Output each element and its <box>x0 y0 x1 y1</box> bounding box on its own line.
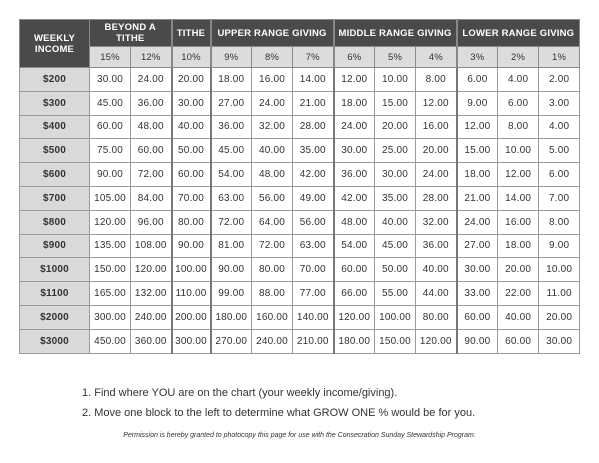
giving-amount-cell: 90.00 <box>211 258 252 282</box>
giving-amount-cell: 105.00 <box>90 186 131 210</box>
giving-amount-cell: 30.00 <box>334 139 375 163</box>
giving-amount-cell: 80.00 <box>416 305 457 329</box>
giving-amount-cell: 60.00 <box>498 329 539 353</box>
table-row <box>20 139 580 163</box>
giving-amount-cell: 8.00 <box>416 68 457 92</box>
giving-amount-cell: 21.00 <box>293 91 334 115</box>
giving-amount-cell: 40.00 <box>375 210 416 234</box>
giving-amount-cell: 30.00 <box>457 258 498 282</box>
giving-amount-cell: 16.00 <box>252 68 293 92</box>
group-header: UPPER RANGE GIVING <box>211 20 334 47</box>
giving-amount-cell: 42.00 <box>334 186 375 210</box>
weekly-income-cell: $500 <box>20 139 90 163</box>
giving-amount-cell: 48.00 <box>252 163 293 187</box>
giving-amount-cell: 14.00 <box>498 186 539 210</box>
percentage-header: 5% <box>375 47 416 68</box>
giving-amount-cell: 48.00 <box>131 115 172 139</box>
giving-amount-cell: 72.00 <box>252 234 293 258</box>
table-row <box>20 163 580 187</box>
giving-amount-cell: 55.00 <box>375 282 416 306</box>
group-header: BEYOND A TITHE <box>90 20 172 47</box>
weekly-income-cell: $200 <box>20 68 90 92</box>
giving-amount-cell: 30.00 <box>375 163 416 187</box>
table-row <box>20 258 580 282</box>
giving-amount-cell: 140.00 <box>293 305 334 329</box>
giving-amount-cell: 70.00 <box>172 186 211 210</box>
giving-amount-cell: 300.00 <box>90 305 131 329</box>
giving-amount-cell: 11.00 <box>539 282 580 306</box>
giving-amount-cell: 36.00 <box>211 115 252 139</box>
weekly-income-cell: $1000 <box>20 258 90 282</box>
giving-amount-cell: 7.00 <box>539 186 580 210</box>
giving-amount-cell: 6.00 <box>457 68 498 92</box>
weekly-income-cell: $600 <box>20 163 90 187</box>
giving-amount-cell: 28.00 <box>293 115 334 139</box>
weekly-income-cell: $800 <box>20 210 90 234</box>
giving-amount-cell: 40.00 <box>498 305 539 329</box>
giving-amount-cell: 22.00 <box>498 282 539 306</box>
giving-amount-cell: 270.00 <box>211 329 252 353</box>
giving-amount-cell: 56.00 <box>252 186 293 210</box>
giving-amount-cell: 20.00 <box>375 115 416 139</box>
giving-amount-cell: 24.00 <box>131 68 172 92</box>
giving-amount-cell: 50.00 <box>375 258 416 282</box>
giving-amount-cell: 42.00 <box>293 163 334 187</box>
giving-amount-cell: 28.00 <box>416 186 457 210</box>
giving-amount-cell: 90.00 <box>90 163 131 187</box>
giving-amount-cell: 18.00 <box>498 234 539 258</box>
giving-amount-cell: 21.00 <box>457 186 498 210</box>
giving-amount-cell: 44.00 <box>416 282 457 306</box>
table-row <box>20 68 580 92</box>
giving-amount-cell: 240.00 <box>252 329 293 353</box>
giving-amount-cell: 25.00 <box>375 139 416 163</box>
giving-amount-cell: 36.00 <box>131 91 172 115</box>
weekly-income-cell: $300 <box>20 91 90 115</box>
giving-amount-cell: 84.00 <box>131 186 172 210</box>
giving-amount-cell: 8.00 <box>498 115 539 139</box>
group-header: LOWER RANGE GIVING <box>457 20 580 47</box>
giving-amount-cell: 60.00 <box>90 115 131 139</box>
giving-amount-cell: 360.00 <box>131 329 172 353</box>
giving-amount-cell: 88.00 <box>252 282 293 306</box>
giving-amount-cell: 16.00 <box>498 210 539 234</box>
giving-amount-cell: 110.00 <box>172 282 211 306</box>
giving-amount-cell: 10.00 <box>539 258 580 282</box>
giving-amount-cell: 14.00 <box>293 68 334 92</box>
percentage-header: 12% <box>131 47 172 68</box>
giving-amount-cell: 35.00 <box>293 139 334 163</box>
giving-amount-cell: 15.00 <box>457 139 498 163</box>
giving-amount-cell: 24.00 <box>334 115 375 139</box>
giving-amount-cell: 24.00 <box>252 91 293 115</box>
giving-amount-cell: 50.00 <box>172 139 211 163</box>
percentage-header: 2% <box>498 47 539 68</box>
giving-amount-cell: 77.00 <box>293 282 334 306</box>
giving-amount-cell: 40.00 <box>252 139 293 163</box>
giving-amount-cell: 30.00 <box>539 329 580 353</box>
giving-chart <box>19 19 579 354</box>
giving-amount-cell: 32.00 <box>416 210 457 234</box>
giving-amount-cell: 33.00 <box>457 282 498 306</box>
table-row <box>20 210 580 234</box>
giving-amount-cell: 60.00 <box>131 139 172 163</box>
giving-amount-cell: 18.00 <box>457 163 498 187</box>
percentage-header: 15% <box>90 47 131 68</box>
giving-amount-cell: 450.00 <box>90 329 131 353</box>
giving-amount-cell: 108.00 <box>131 234 172 258</box>
giving-amount-cell: 24.00 <box>416 163 457 187</box>
giving-amount-cell: 100.00 <box>172 258 211 282</box>
giving-amount-cell: 5.00 <box>539 139 580 163</box>
giving-amount-cell: 12.00 <box>416 91 457 115</box>
giving-amount-cell: 9.00 <box>457 91 498 115</box>
group-header: TITHE <box>172 20 211 47</box>
giving-amount-cell: 18.00 <box>211 68 252 92</box>
giving-amount-cell: 20.00 <box>539 305 580 329</box>
instructions <box>82 383 475 423</box>
giving-amount-cell: 4.00 <box>498 68 539 92</box>
percentage-header: 9% <box>211 47 252 68</box>
table-row <box>20 186 580 210</box>
giving-amount-cell: 180.00 <box>211 305 252 329</box>
giving-amount-cell: 81.00 <box>211 234 252 258</box>
giving-amount-cell: 72.00 <box>131 163 172 187</box>
giving-amount-cell: 100.00 <box>375 305 416 329</box>
giving-amount-cell: 120.00 <box>334 305 375 329</box>
giving-amount-cell: 80.00 <box>252 258 293 282</box>
giving-amount-cell: 24.00 <box>457 210 498 234</box>
giving-amount-cell: 6.00 <box>498 91 539 115</box>
giving-amount-cell: 72.00 <box>211 210 252 234</box>
giving-amount-cell: 36.00 <box>416 234 457 258</box>
giving-amount-cell: 300.00 <box>172 329 211 353</box>
percentage-header: 6% <box>334 47 375 68</box>
giving-amount-cell: 3.00 <box>539 91 580 115</box>
giving-amount-cell: 60.00 <box>457 305 498 329</box>
giving-amount-cell: 6.00 <box>539 163 580 187</box>
giving-amount-cell: 2.00 <box>539 68 580 92</box>
giving-amount-cell: 180.00 <box>334 329 375 353</box>
giving-amount-cell: 63.00 <box>211 186 252 210</box>
percentage-header: 7% <box>293 47 334 68</box>
percentage-header: 3% <box>457 47 498 68</box>
giving-amount-cell: 20.00 <box>172 68 211 92</box>
giving-amount-cell: 120.00 <box>90 210 131 234</box>
weekly-income-cell: $2000 <box>20 305 90 329</box>
table-row <box>20 305 580 329</box>
giving-amount-cell: 36.00 <box>334 163 375 187</box>
giving-amount-cell: 54.00 <box>334 234 375 258</box>
giving-amount-cell: 32.00 <box>252 115 293 139</box>
giving-amount-cell: 56.00 <box>293 210 334 234</box>
table-row <box>20 115 580 139</box>
giving-amount-cell: 12.00 <box>334 68 375 92</box>
giving-amount-cell: 27.00 <box>457 234 498 258</box>
giving-amount-cell: 9.00 <box>539 234 580 258</box>
giving-amount-cell: 10.00 <box>498 139 539 163</box>
giving-amount-cell: 60.00 <box>334 258 375 282</box>
giving-amount-cell: 15.00 <box>375 91 416 115</box>
giving-amount-cell: 80.00 <box>172 210 211 234</box>
weekly-income-cell: $3000 <box>20 329 90 353</box>
giving-amount-cell: 8.00 <box>539 210 580 234</box>
giving-amount-cell: 12.00 <box>457 115 498 139</box>
giving-amount-cell: 120.00 <box>416 329 457 353</box>
weekly-income-cell: $900 <box>20 234 90 258</box>
giving-amount-cell: 30.00 <box>172 91 211 115</box>
giving-amount-cell: 70.00 <box>293 258 334 282</box>
giving-amount-cell: 48.00 <box>334 210 375 234</box>
giving-amount-cell: 12.00 <box>498 163 539 187</box>
instruction-2: 2. Move one block to the left to determine what GROW ONE % would be for you. <box>82 407 476 419</box>
giving-amount-cell: 90.00 <box>172 234 211 258</box>
giving-amount-cell: 165.00 <box>90 282 131 306</box>
permission-note: Permission is hereby granted to photocopy this page for use with the Consecration Sunday Stewardship Program. <box>123 432 476 439</box>
weekly-income-cell: $700 <box>20 186 90 210</box>
giving-amount-cell: 20.00 <box>416 139 457 163</box>
giving-amount-cell: 16.00 <box>416 115 457 139</box>
giving-amount-cell: 45.00 <box>375 234 416 258</box>
giving-amount-cell: 135.00 <box>90 234 131 258</box>
giving-amount-cell: 160.00 <box>252 305 293 329</box>
giving-amount-cell: 210.00 <box>293 329 334 353</box>
giving-amount-cell: 90.00 <box>457 329 498 353</box>
giving-amount-cell: 96.00 <box>131 210 172 234</box>
giving-amount-cell: 60.00 <box>172 163 211 187</box>
giving-amount-cell: 40.00 <box>416 258 457 282</box>
giving-amount-cell: 54.00 <box>211 163 252 187</box>
giving-amount-cell: 75.00 <box>90 139 131 163</box>
giving-table <box>19 19 580 354</box>
percentage-header: 4% <box>416 47 457 68</box>
giving-amount-cell: 4.00 <box>539 115 580 139</box>
giving-amount-cell: 45.00 <box>211 139 252 163</box>
giving-amount-cell: 40.00 <box>172 115 211 139</box>
giving-amount-cell: 120.00 <box>131 258 172 282</box>
giving-amount-cell: 45.00 <box>90 91 131 115</box>
instruction-1: 1. Find where YOU are on the chart (your weekly income/giving). <box>82 387 398 399</box>
group-header: MIDDLE RANGE GIVING <box>334 20 457 47</box>
giving-amount-cell: 35.00 <box>375 186 416 210</box>
giving-amount-cell: 64.00 <box>252 210 293 234</box>
weekly-income-cell: $400 <box>20 115 90 139</box>
percentage-header: 1% <box>539 47 580 68</box>
giving-amount-cell: 10.00 <box>375 68 416 92</box>
giving-amount-cell: 27.00 <box>211 91 252 115</box>
giving-amount-cell: 150.00 <box>90 258 131 282</box>
percentage-header: 8% <box>252 47 293 68</box>
giving-amount-cell: 66.00 <box>334 282 375 306</box>
giving-amount-cell: 150.00 <box>375 329 416 353</box>
giving-amount-cell: 132.00 <box>131 282 172 306</box>
giving-amount-cell: 63.00 <box>293 234 334 258</box>
percentage-header: 10% <box>172 47 211 68</box>
weekly-income-cell: $1100 <box>20 282 90 306</box>
table-row <box>20 234 580 258</box>
giving-amount-cell: 200.00 <box>172 305 211 329</box>
giving-amount-cell: 49.00 <box>293 186 334 210</box>
giving-amount-cell: 18.00 <box>334 91 375 115</box>
table-row <box>20 329 580 353</box>
table-row <box>20 91 580 115</box>
giving-amount-cell: 20.00 <box>498 258 539 282</box>
giving-amount-cell: 99.00 <box>211 282 252 306</box>
table-row <box>20 282 580 306</box>
giving-amount-cell: 240.00 <box>131 305 172 329</box>
weekly-income-header: WEEKLY INCOME <box>20 20 90 68</box>
giving-amount-cell: 30.00 <box>90 68 131 92</box>
